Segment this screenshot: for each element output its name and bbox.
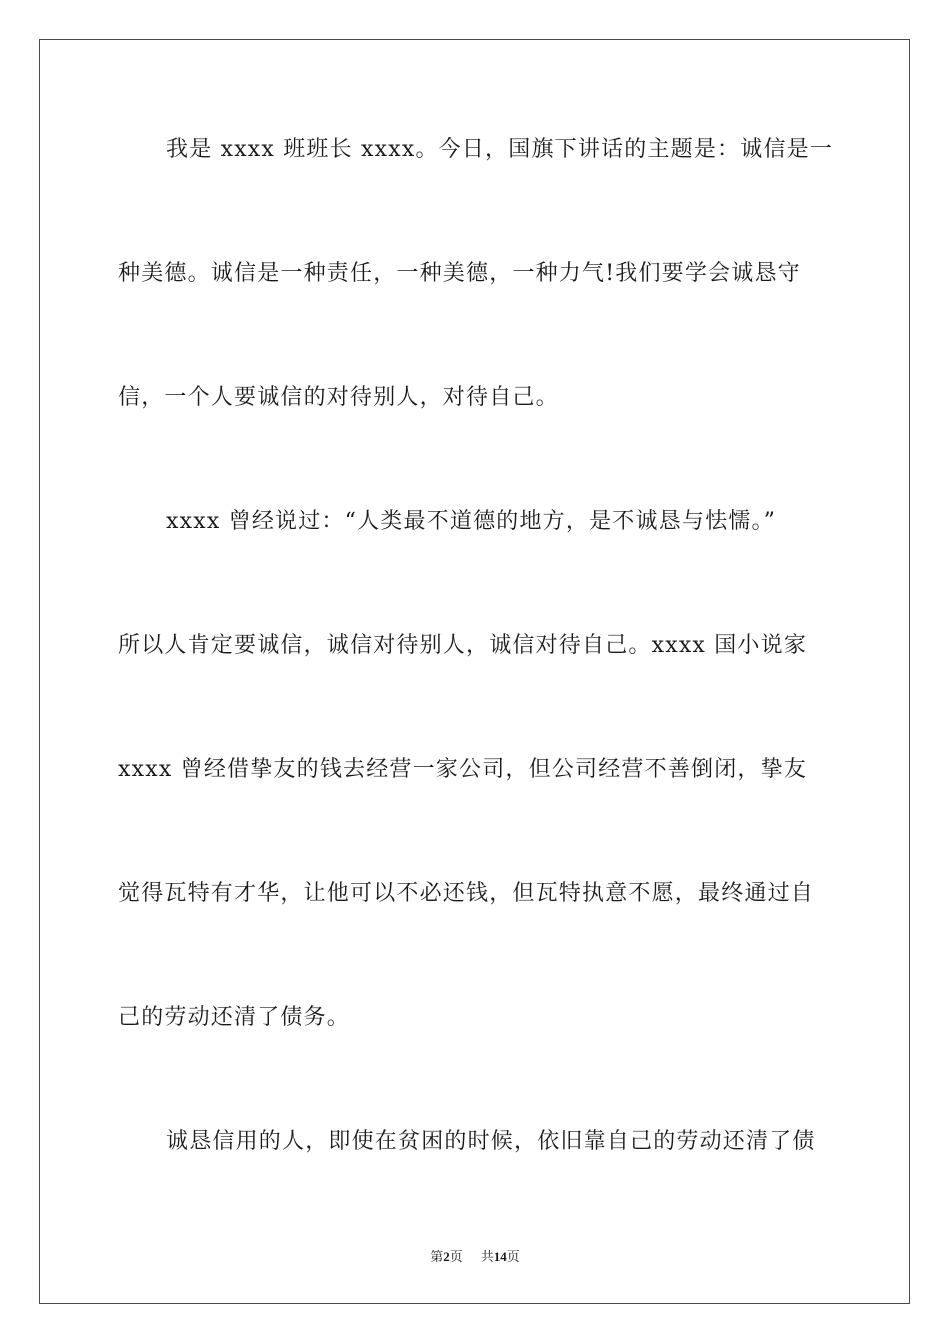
total-suffix: 页 — [506, 1249, 520, 1264]
page-suffix: 页 — [449, 1249, 463, 1264]
total-prefix: 共 — [480, 1249, 494, 1264]
body-line-4: xxxx 曾经说过：“人类最不道德的地方，是不诚恳与怯懦。” — [166, 509, 777, 534]
body-line-6: xxxx 曾经借挚友的钱去经营一家公司，但公司经营不善倒闭，挚友 — [118, 757, 808, 782]
body-line-5: 所以人肯定要诚信，诚信对待别人，诚信对待自己。xxxx 国小说家 — [118, 633, 808, 658]
body-line-2: 种美德。诚信是一种责任，一种美德，一种力气!我们要学会诚恳守 — [118, 261, 801, 286]
total-pages: 14 — [493, 1249, 507, 1264]
page-prefix: 第 — [430, 1249, 444, 1264]
body-line-7: 觉得瓦特有才华，让他可以不必还钱，但瓦特执意不愿，最终通过自 — [118, 881, 815, 906]
body-line-1: 我是 xxxx 班班长 xxxx。今日，国旗下讲话的主题是：诚信是一 — [166, 137, 834, 162]
page-number: 2 — [443, 1249, 450, 1264]
body-line-8: 己的劳动还清了债务。 — [118, 1005, 351, 1030]
page-border — [39, 39, 910, 1304]
page-footer — [0, 1246, 950, 1265]
body-line-3: 信，一个人要诚信的对待别人，对待自己。 — [118, 385, 559, 410]
body-line-9: 诚恳信用的人，即使在贫困的时候，依旧靠自己的劳动还清了债 — [166, 1129, 816, 1154]
